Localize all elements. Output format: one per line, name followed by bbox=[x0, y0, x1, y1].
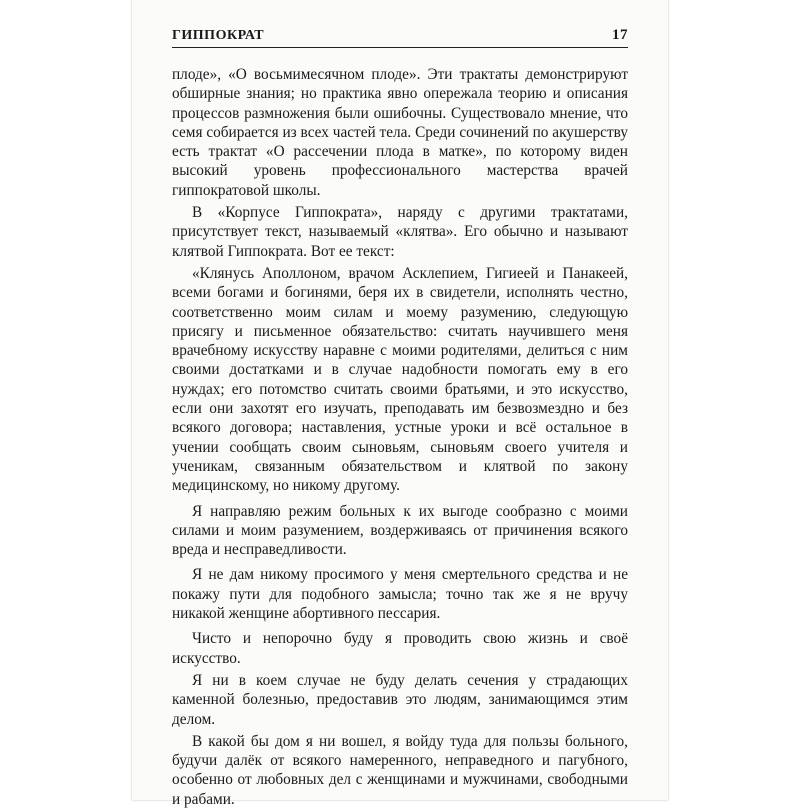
page-number: 17 bbox=[612, 27, 628, 43]
paragraph-oath-purity: Чисто и непорочно буду я проводить свою жизнь и своё искусство. bbox=[172, 630, 628, 667]
text-body bbox=[172, 65, 628, 809]
running-header bbox=[172, 24, 628, 48]
paragraph-corpus-intro: В «Корпусе Гиппократа», наряду с другими трактатами, присутствует текст, называемый «клятва». Его обычно и называют клятвой Гиппократа. Вот ее текст: bbox=[172, 204, 628, 260]
paragraph-oath-house-visits: В какой бы дом я ни вошел, я войду туда для пользы больного, будучи далёк от всякого намеренного, неправедного и пагубного, особенно от любовных дел с женщинами и мужчинами, свободными и рабами. bbox=[172, 732, 628, 808]
book-page bbox=[132, 0, 668, 808]
paragraph-oath-no-surgery: Я ни в коем случае не буду делать сечения у страдающих каменной болезнью, предоставив это людям, занимающимся этим делом. bbox=[172, 671, 628, 728]
paragraph-oath-no-poison: Я не дам никому просимого у меня смертельного средства и не покажу пути для подобного замысла; точно так же я не вручу никакой женщине абортивного пессария. bbox=[172, 566, 628, 623]
paragraph-oath-regimen: Я направляю режим больных к их выгоде сообразно с моими силами и моим разумением, воздерживаясь от причинения всякого вреда и несправедливости. bbox=[172, 502, 628, 559]
paragraph-embryology: плоде», «О восьмимесячном плоде». Эти трактаты демонстрируют обширные знания; но практика явно опережала теорию и описания процессов размножения были ошибочны. Существовало мнение, что семя собирается из всех частей тела. Среди сочинений по акушерству есть трактат «О рассечении плода в матке», по которому виден высокий уровень профессионального мастерства врачей гиппократовой школы. bbox=[172, 66, 628, 199]
paragraph-oath-opening: «Клянусь Аполлоном, врачом Асклепием, Гигиеей и Панакеей, всеми богами и богинями, беря их в свидетели, исполнять честно, соответственно моим силам и моему разумению, следующую присягу и письменное обязательство: считать научившего меня врачебному искусству наравне с моими родителями, делиться с ним своими достатками и в случае надобности помогать ему в его нуждах; его потомство считать своими братьями, и это искусство, если они захотят его изучать, преподавать им безвозмездно и без всякого договора; наставления, устные уроки и всё остальное в учении сообщать своим сыновьям, сыновьям своего учителя и ученикам, связанным обязательством и клятвой по закону медицинскому, но никому другому. bbox=[172, 264, 628, 495]
running-title: ГИППОКРАТ bbox=[172, 28, 265, 43]
